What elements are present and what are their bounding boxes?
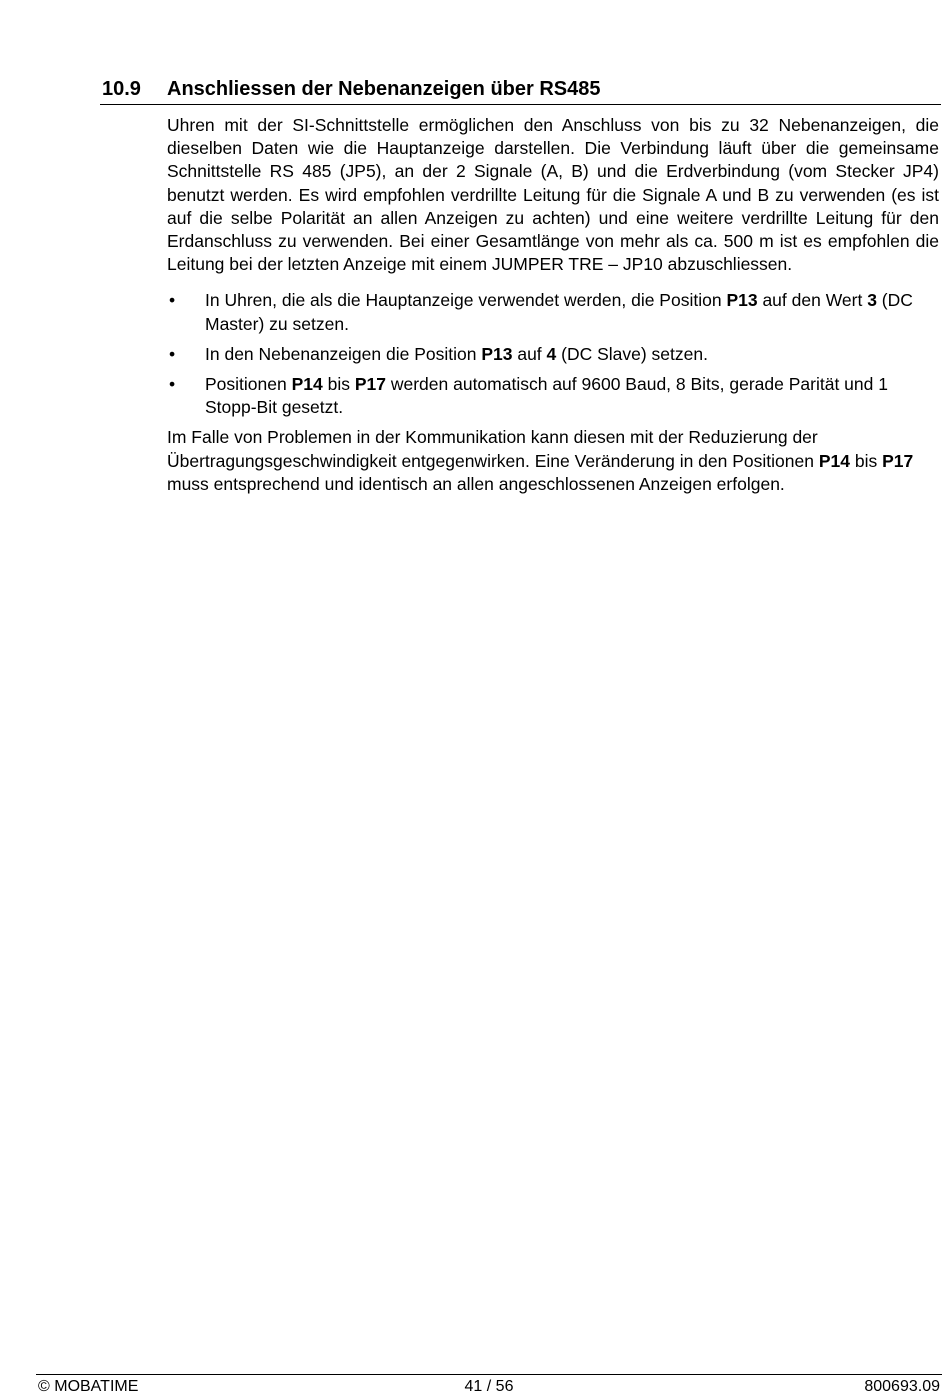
list-item: [167, 373, 939, 419]
list-item: [167, 289, 939, 335]
bullet-text: In Uhren, die als die Hauptanzeige verwendet werden, die Position: [205, 290, 727, 311]
bullet-text: auf den Wert: [757, 290, 868, 311]
bullet-icon: •: [169, 343, 176, 364]
bullet-text: auf: [512, 343, 547, 364]
footer-document-number: 800693.09: [864, 1378, 940, 1395]
closing-bold: P17: [882, 450, 914, 471]
content-body: [167, 114, 939, 496]
bullet-bold: 4: [546, 343, 557, 364]
closing-text: muss entsprechend und identisch an allen angeschlossenen Anzeigen erfolgen.: [167, 473, 785, 494]
intro-paragraph: Uhren mit der SI-Schnittstelle ermöglichen den Anschluss von bis zu 32 Nebenanzeigen, die dieselben Daten wie die Hauptanzeige darstellen. Die Verbindung läuft über die gemeinsame Schnittstelle RS 485 (JP5), an der 2 Signale (A, B) und die Erdverbindung (vom Stecker JP4) benutzt werden. Es wird empfohlen verdrillte Leitung für die Signale A und B zu verwenden (es ist auf die selbe Polarität an allen Anzeigen zu achten) und eine weitere verdrillte Leitung für den Erdanschluss zu verwenden. Bei einer Gesamtlänge von mehr als ca. 500 m ist es empfohlen die Leitung bei der letzten Anzeige mit einem JUMPER TRE – JP10 abzuschliessen.: [167, 115, 939, 275]
bullet-text: werden automatisch auf 9600 Baud, 8 Bits, gerade Parität und 1 Stopp-Bit gesetzt.: [205, 374, 888, 418]
closing-text: Im Falle von Problemen in der Kommunikation kann diesen mit der Reduzierung der Übertragungsgeschwindigkeit entgegenwirken. Eine Veränderung in den Positionen: [167, 427, 819, 471]
section-header: [100, 74, 941, 105]
bullet-icon: •: [169, 290, 176, 311]
bullet-text: bis: [322, 374, 355, 395]
bullet-text: In den Nebenanzeigen die Position: [205, 343, 482, 364]
bullet-icon: •: [169, 374, 176, 395]
section-number: 10.9: [102, 78, 141, 100]
closing-paragraph: [167, 426, 939, 496]
bullet-bold: P13: [481, 343, 513, 364]
page-footer: [36, 1374, 942, 1398]
bullet-bold: P17: [354, 374, 386, 395]
bullet-list: [167, 289, 939, 419]
bullet-text: (DC Master) zu setzen.: [205, 290, 913, 334]
list-item: [167, 343, 939, 366]
bullet-bold: 3: [867, 290, 877, 311]
bullet-bold: P13: [726, 290, 758, 311]
closing-text: bis: [849, 450, 883, 471]
footer-page-number: 41 / 56: [464, 1378, 514, 1395]
bullet-bold: P14: [291, 374, 323, 395]
closing-bold: P14: [818, 450, 850, 471]
bullet-text: Positionen: [205, 374, 292, 395]
footer-copyright: © MOBATIME: [38, 1378, 139, 1395]
section-title: Anschliessen der Nebenanzeigen über RS485: [167, 78, 601, 100]
bullet-text: (DC Slave) setzen.: [556, 343, 708, 364]
